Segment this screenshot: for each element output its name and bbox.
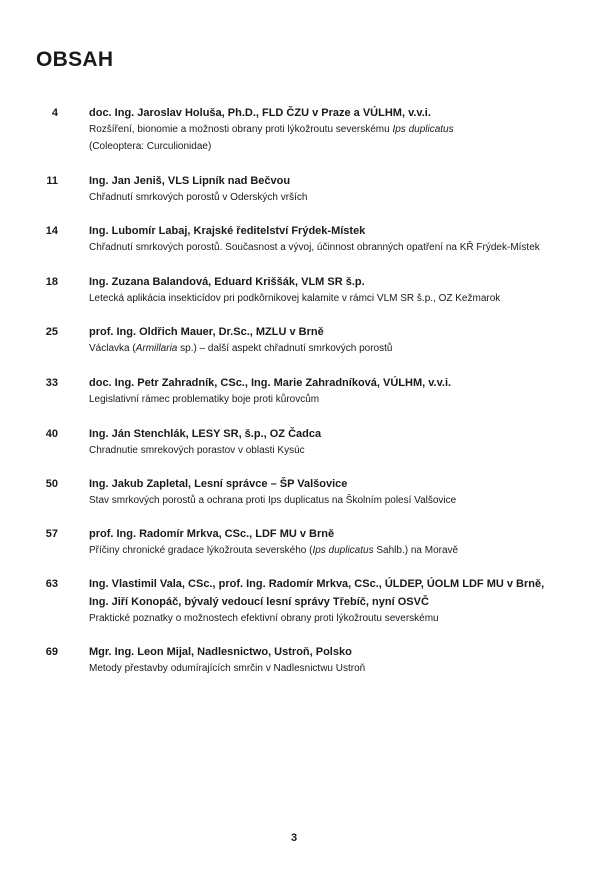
toc-entry-title: Letecká aplikácia insekticídov pri podkôrnikovej kalamite v rámci VLM SR š.p., OZ Kežmarok <box>89 293 501 304</box>
toc-entry-title: Stav smrkových porostů a ochrana proti Ips duplicatus na Školním polesí Valšovice <box>89 495 457 506</box>
toc-entry-body <box>89 475 560 510</box>
toc-entry-author: Ing. Zuzana Balandová, Eduard Kriššák, VLM SR š.p. <box>89 276 365 288</box>
toc-page-number: 14 <box>45 225 58 237</box>
toc-entry-author: Ing. Vlastimil Vala, CSc., prof. Ing. Radomír Mrkva, CSc., ÚLDEP, ÚOLM LDF MU v Brně, <box>89 578 545 590</box>
toc-entry-body <box>89 374 560 409</box>
toc-page-number: 57 <box>45 528 58 540</box>
toc-page-number: 11 <box>46 175 58 187</box>
toc-entry-body <box>89 575 560 628</box>
toc-entry-body <box>89 273 560 308</box>
toc-entry-author: prof. Ing. Oldřich Mauer, Dr.Sc., MZLU v Brně <box>89 326 324 338</box>
toc-entry-author: Ing. Jan Jeniš, VLS Lipník nad Bečvou <box>89 175 291 187</box>
toc-page-number: 50 <box>45 478 58 490</box>
toc-entry-title: Legislativní rámec problematiky boje proti kůrovcům <box>89 394 320 405</box>
toc-entry-body <box>89 104 560 155</box>
toc-entry-title: Metody přestavby odumírajících smrčin v Nadlesnictwu Ustroň <box>89 663 366 674</box>
toc-entry-author: doc. Ing. Jaroslav Holuša, Ph.D., FLD ČZU v Praze a VÚLHM, v.v.i. <box>89 107 431 119</box>
toc-entry-author: Ing. Lubomír Labaj, Krajské ředitelství Frýdek-Místek <box>89 225 366 237</box>
toc-entry-body <box>89 222 560 257</box>
toc-entry-title: Václavka (Armillaria sp.) – další aspekt chřadnutí smrkových porostů <box>89 343 393 354</box>
toc-entry-title: Praktické poznatky o možnostech efektivní obrany proti lýkožroutu severskému <box>89 613 439 624</box>
toc-entry-author: Ing. Jakub Zapletal, Lesní správce – ŠP Valšovice <box>89 478 348 490</box>
toc-page-number: 33 <box>45 377 58 389</box>
toc-entry-body <box>89 525 560 560</box>
toc-entry-title: Příčiny chronické gradace lýkožrouta severského (Ips duplicatus Sahlb.) na Moravě <box>89 545 459 556</box>
toc-entry-author: Ing. Ján Stenchlák, LESY SR, š.p., OZ Čadca <box>89 428 322 440</box>
toc-entry-title: Chradnutie smrekových porastov v oblasti Kysúc <box>89 445 305 456</box>
toc-entry-title: Chřadnutí smrkových porostů v Oderských vrších <box>89 192 308 203</box>
toc-entry-title-line-2: (Coleoptera: Curculionidae) <box>89 140 212 152</box>
toc-entry-body <box>89 425 560 460</box>
toc-page-number: 40 <box>45 428 58 440</box>
toc-page-number: 18 <box>45 276 58 288</box>
toc-entry-title: Chřadnutí smrkových porostů. Současnost a vývoj, účinnost obranných opatření na KŘ Frýdek-Místek <box>89 242 540 253</box>
toc-entry-author: prof. Ing. Radomír Mrkva, CSc., LDF MU v Brně <box>89 528 335 540</box>
toc-page-number: 25 <box>45 326 58 338</box>
toc-entry-author: Mgr. Ing. Leon Mijal, Nadlesnictwo, Ustroň, Polsko <box>89 646 352 658</box>
toc-page-number: 63 <box>45 578 58 590</box>
toc-entry-body <box>89 643 560 678</box>
toc-entry-body <box>89 172 560 207</box>
toc-entry-author: doc. Ing. Petr Zahradník, CSc., Ing. Marie Zahradníková, VÚLHM, v.v.i. <box>89 377 452 389</box>
toc-entry-title: Rozšíření, bionomie a možnosti obrany proti lýkožroutu severskému Ips duplicatus <box>89 124 454 135</box>
page-number: 3 <box>290 832 298 844</box>
toc-entry-body <box>89 323 560 358</box>
toc-page-number: 69 <box>45 646 58 658</box>
toc-entry-author-line-2: Ing. Jiří Konopáč, bývalý vedoucí lesní správy Třebíč, nyní OSVČ <box>89 596 429 608</box>
toc-page-number: 4 <box>51 107 58 119</box>
page-title: OBSAH <box>36 48 114 71</box>
